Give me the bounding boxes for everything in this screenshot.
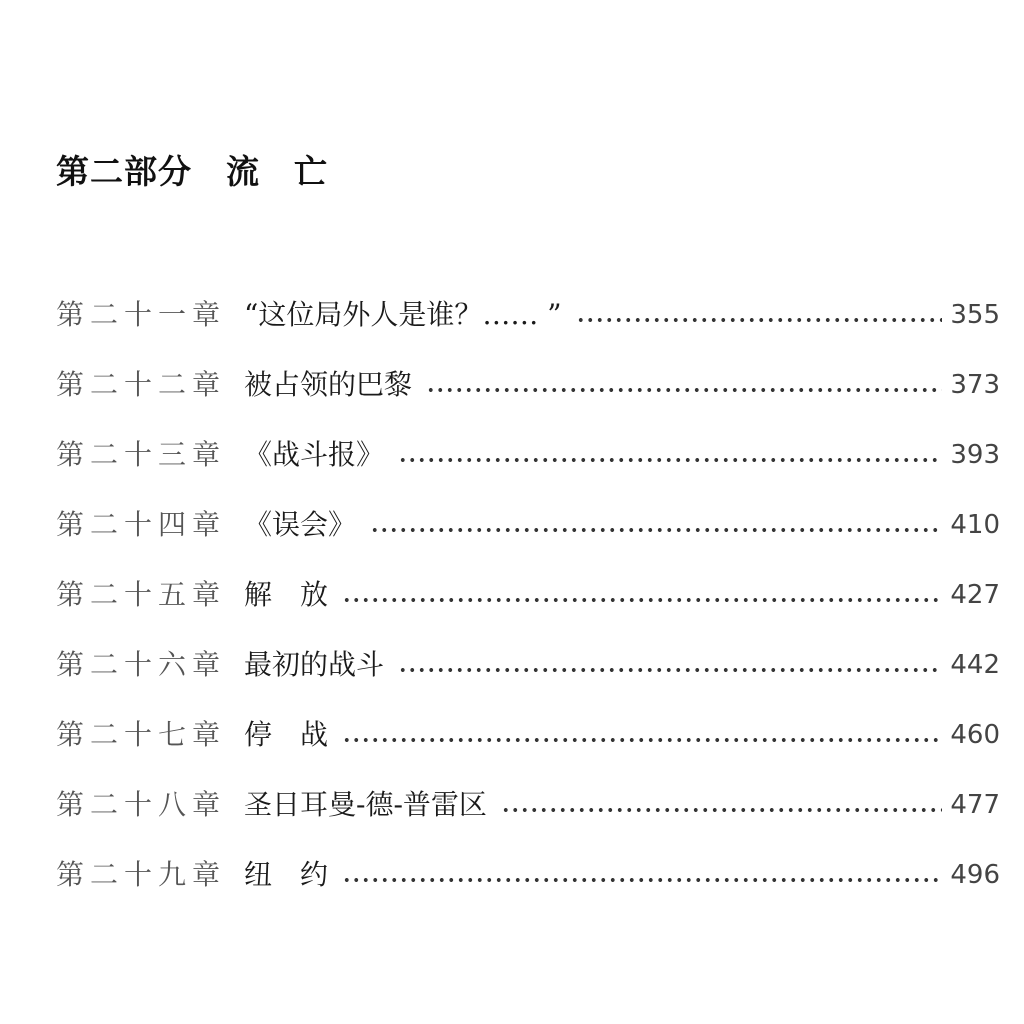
page-number: 410: [950, 510, 1000, 540]
chapter-number: 第二十五章: [56, 578, 227, 611]
chapter-number: 第二十八章: [56, 788, 227, 821]
dot-leader: [370, 528, 942, 532]
page-number: 477: [950, 790, 1000, 820]
dot-leader: [501, 808, 942, 812]
dot-leader: [342, 878, 942, 882]
dot-leader: [398, 668, 942, 672]
chapter-title: 最初的战斗: [244, 648, 385, 681]
table-of-contents: [56, 280, 1000, 910]
page-number: 355: [950, 300, 1000, 330]
chapter-number: 第二十六章: [56, 648, 227, 681]
chapter-title: “这位局外人是谁？…… ”: [244, 298, 562, 331]
dot-leader: [398, 458, 942, 462]
chapter-title: 纽 约: [244, 858, 329, 891]
page-number: 427: [950, 580, 1000, 610]
toc-entry[interactable]: [56, 490, 1000, 560]
page-number: 496: [950, 860, 1000, 890]
toc-entry[interactable]: [56, 770, 1000, 840]
chapter-number: 第二十四章: [56, 508, 227, 541]
chapter-title: 《误会》: [244, 508, 357, 541]
page-number: 393: [950, 440, 1000, 470]
page-number: 373: [950, 370, 1000, 400]
page-number: 460: [950, 720, 1000, 750]
chapter-number: 第二十三章: [56, 438, 227, 471]
dot-leader: [576, 318, 942, 322]
chapter-title: 被占领的巴黎: [244, 368, 413, 401]
toc-entry[interactable]: [56, 630, 1000, 700]
dot-leader: [342, 598, 942, 602]
toc-entry[interactable]: [56, 280, 1000, 350]
toc-entry[interactable]: [56, 560, 1000, 630]
dot-leader: [426, 388, 942, 392]
chapter-number: 第二十二章: [56, 368, 227, 401]
chapter-title: 解 放: [244, 578, 329, 611]
chapter-title: 《战斗报》: [244, 438, 385, 471]
chapter-number: 第二十七章: [56, 718, 227, 751]
toc-entry[interactable]: [56, 840, 1000, 910]
chapter-number: 第二十一章: [56, 298, 227, 331]
part-title: 第二部分 流 亡: [56, 152, 328, 191]
page-number: 442: [950, 650, 1000, 680]
toc-entry[interactable]: [56, 350, 1000, 420]
toc-entry[interactable]: [56, 700, 1000, 770]
dot-leader: [342, 738, 942, 742]
chapter-title: 停 战: [244, 718, 329, 751]
chapter-title: 圣日耳曼-德-普雷区: [244, 788, 487, 821]
chapter-number: 第二十九章: [56, 858, 227, 891]
toc-entry[interactable]: [56, 420, 1000, 490]
